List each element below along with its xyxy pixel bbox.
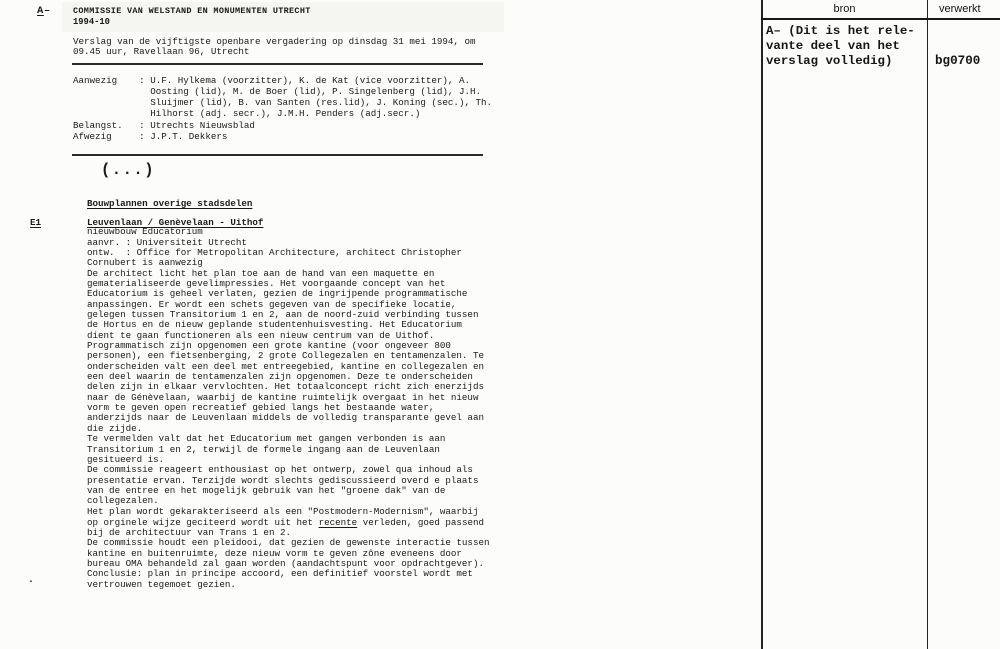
margin-label-a-dash: – <box>43 5 51 17</box>
page-title: COMMISSIE VAN WELSTAND EN MONUMENTEN UTRECHT <box>73 6 311 16</box>
margin-label-a-letter: A <box>37 5 44 17</box>
item-heading: Leuvenlaan / Genèvelaan - Uithof <box>87 216 264 228</box>
omission-mark: (...) <box>101 161 156 179</box>
emphasized-word: recente <box>318 516 358 528</box>
emphasis-line-before: op orginele wijze geciteerd wordt uit het <box>87 516 319 528</box>
sidebar-column-divider <box>927 0 928 649</box>
divider-rule-bottom <box>72 154 483 156</box>
stray-dot: . <box>28 575 35 586</box>
emphasis-line-after: verleden, goed passend <box>357 516 484 528</box>
processed-code: bg0700 <box>935 54 981 68</box>
column-header-bron: bron <box>833 3 856 15</box>
sidebar-left-border <box>761 0 763 649</box>
doc-number: 1994-10 <box>73 17 110 27</box>
chapter-heading: Bouwplannen overige stadsdelen <box>87 198 253 209</box>
margin-label-e1: E1 <box>30 216 42 228</box>
divider-rule-top <box>72 63 483 65</box>
meeting-intro: Verslag van de vijftigste openbare vergadering op dinsdag 31 mei 1994, om 09.45 uur, Ravellaan 96, Utrecht <box>73 35 476 57</box>
attendance-list: Aanwezig : U.F. Hylkema (voorzitter), K. de Kat (vice voorzitter), A. Oosting (lid), M. de Boer (lid), P. Singelenberg (lid), J.H. Sluijmer (lid), B. van Santen (res.lid), J. Koning (sec.), Th. Hilhorst (adj. secr.), J.M.H. Penders (adj.secr.) Belangst. : Utrechts Nieuwsblad Afwezig : J.P.T. Dekkers <box>73 75 493 142</box>
source-note: A– (Dit is het rele- vante deel van het verslag volledig) <box>766 23 915 68</box>
body-text-block-2: bij de architectuur van Trans 1 en 2. De commissie houdt een pleidooi, dat gezien de gewenste interactie tussen kantine en buitenruimte, deze nieuw vorm te geven zône eveneens door bureau OMA behandeld zal gaan worden (aandachtspunt voor opdrachtgever). Conclusie: plan in principe accoord, een definitief voorstel wordt met vertrouwen tegemoet gezien. <box>87 526 490 590</box>
sidebar-header-rule <box>761 18 1000 20</box>
column-header-verwerkt: verwerkt <box>939 3 981 15</box>
margin-label-a <box>37 5 51 17</box>
body-text-block-1: nieuwbouw Educatorium aanvr. : Universiteit Utrecht ontw. : Office for Metropolitan Architecture, architect Christopher Cornubert is aanwezig De architect licht het plan toe aan de hand van een maquette en gematerialiseerde gevelimpressies. Het voorgaande concept van het Educatorium is geheel verlaten, gezien de ingrijpende programmatische anpassingen. Er wordt een schets gegeven van de specifieke locatie, gelegen tussen Transitorium 1 en 2, aan de noord-zuid verbinding tussen de Hortus en de nieuw geplande studentenhuisvesting. Het Educatorium dient te gaan functioneren als een nieuw centrum van de Uithof. Programmatisch zijn opgenomen een grote kantine (voor ongeveer 800 personen), een fietsenberging, 2 grote Collegezalen en tentamenzalen. Te onderscheiden valt een deel met entreegebied, kantine en collegezalen en een deel waarin de tentamenzalen zijn opgenomen. Deze te onderscheiden delen zijn in elkaar vervlochten. Het totaalconcept richt zich enerzijds naar de Génèvelaan, waarbij de kantine ruimtelijk overgaat in het nieuw vorm te geven open recreatief gebied langs het bestaande water, anderzijds naar de Leuvenlaan middels de volledig transparante gevel aan die zijde. Te vermelden valt dat het Educatorium met gangen verbonden is aan Transitorium 1 en 2, terwijl de formele ingang aan de Leuvenlaan gesitueerd is. De commissie reageert enthousiast op het ontwerp, zowel qua inhoud als presentatie ervan. Terzijde wordt slechts gediscussieerd overd e plaats van de entree en het mogelijk gebruik van het "groene dak" van de collegezalen. Het plan wordt gekarakteriseerd als een "Postmodern-Modernism", waarbij <box>87 226 484 517</box>
